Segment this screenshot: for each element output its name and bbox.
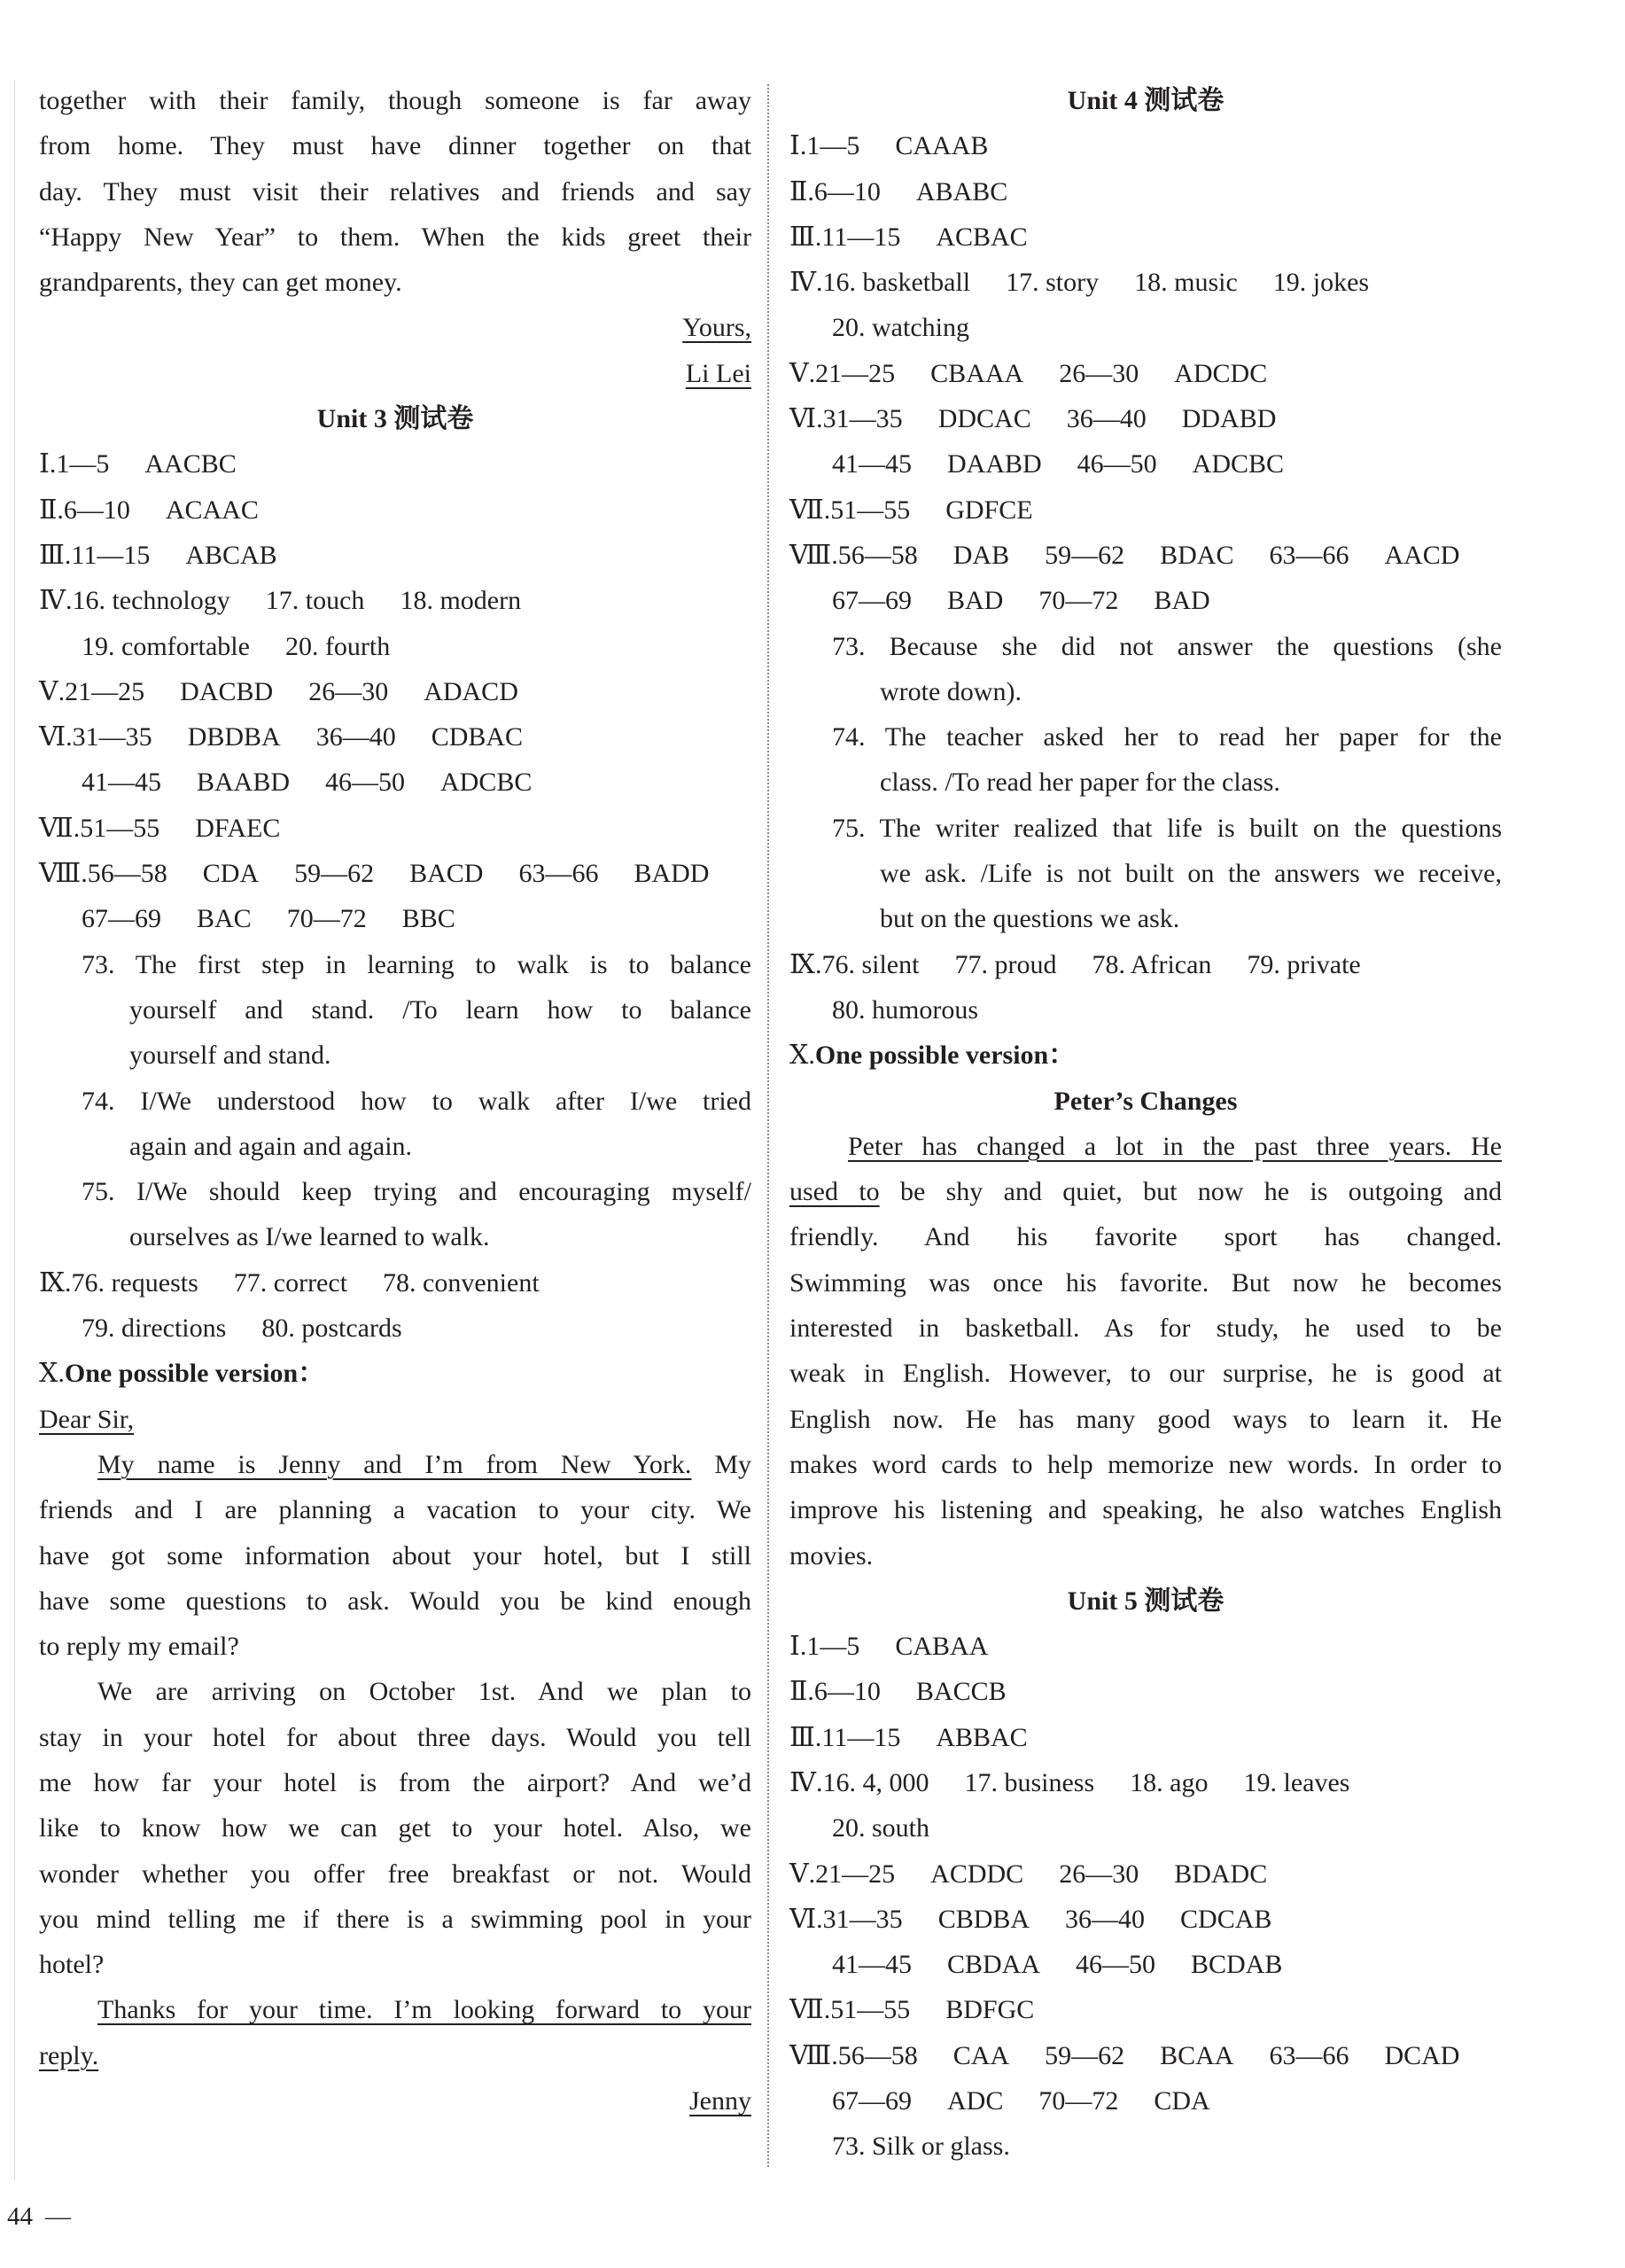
answer-value: ABABC <box>915 176 1008 207</box>
answer-label: 26—30 <box>308 676 389 706</box>
answer-73-line: 73. Silk or glass. <box>832 2132 1010 2162</box>
answer-label: 46—50 <box>325 768 406 798</box>
essay-line: weak in English. However, to our surprise, he is good at <box>789 1359 1502 1389</box>
answer-73-line: yourself and stand. /To learn how to balance <box>129 994 751 1025</box>
answer-label: 36—40 <box>1066 404 1147 434</box>
answer-item: 19. jokes <box>1272 268 1370 298</box>
answer-row-1 <box>789 123 1502 168</box>
answer-value: ACDDC <box>930 1859 1024 1889</box>
answer-value: BAD <box>1154 586 1210 616</box>
answer-item: Ⅳ.16. 4, 000 <box>789 1767 929 1797</box>
answer-label: Ⅵ.31—35 <box>789 404 903 434</box>
answer-value: BBC <box>401 904 455 934</box>
answer-item: 20. watching <box>832 313 969 343</box>
left-column <box>39 78 751 2124</box>
answer-value: ABCAB <box>185 540 277 570</box>
binding-line <box>14 80 15 2180</box>
answer-value: CDA <box>1154 2086 1210 2116</box>
essay-line <box>789 1124 1502 1169</box>
answer-label: Ⅷ.56—58 <box>789 2040 918 2070</box>
letter-line: wonder whether you offer free breakfast or not. Would <box>39 1859 751 1889</box>
answer-value: DDCAC <box>937 404 1031 434</box>
essay-line: Swimming was once his favorite. But now he becomes <box>789 1267 1502 1298</box>
essay-opening-phrase: used to <box>789 1177 880 1207</box>
essay-line: movies. <box>789 1540 874 1570</box>
letter-line: together with their family, though someone is far away <box>39 86 751 115</box>
essay-line: friendly. And his favorite sport has changed. <box>789 1222 1502 1252</box>
writing-label-text: One possible version： <box>814 1040 1076 1071</box>
answer-row-1 <box>789 1624 1502 1669</box>
answer-label: Ⅲ.11—15 <box>39 540 151 570</box>
answer-label: Ⅶ.51—55 <box>789 495 911 525</box>
writing-number: Ⅹ. <box>789 1040 815 1071</box>
answer-item: 17. story <box>1006 268 1100 298</box>
answer-value: DACBD <box>180 676 274 706</box>
answer-row-5 <box>789 351 1502 396</box>
letter-line <box>39 2033 751 2078</box>
answer-label: Ⅵ.31—35 <box>39 722 152 752</box>
answer-74-line: again and again and again. <box>129 1131 413 1161</box>
answer-label: 41—45 <box>82 768 161 798</box>
answer-item: 18. modern <box>400 586 522 616</box>
answer-item: 80. postcards <box>261 1313 402 1344</box>
answer-row-9 <box>789 942 1502 987</box>
answer-label: 67—69 <box>832 586 912 616</box>
answer-value: CDBAC <box>431 722 524 752</box>
answer-label: Ⅷ.56—58 <box>39 859 167 889</box>
answer-item: 79. private <box>1247 949 1361 979</box>
letter-line: stay in your hotel for about three days. Would you tell <box>39 1722 751 1752</box>
answer-row-2 <box>39 487 751 533</box>
answer-label: 26—30 <box>1059 358 1139 388</box>
answer-item: 78. African <box>1092 949 1212 979</box>
essay-text: be shy and quiet, but now he is outgoing and <box>899 1177 1503 1207</box>
answer-label: 46—50 <box>1076 1950 1156 1980</box>
answer-value: CDCAB <box>1180 1904 1272 1934</box>
answer-value: ADCBC <box>440 768 533 798</box>
answer-value: DBDBA <box>187 722 281 752</box>
answer-row-3 <box>789 1715 1502 1760</box>
answer-label: 41—45 <box>832 449 912 479</box>
answer-label: 36—40 <box>315 722 396 752</box>
page-number <box>7 2194 83 2240</box>
answer-row-9 <box>39 1260 751 1305</box>
answer-75-line: 75. The writer realized that life is built on the questions <box>832 813 1502 843</box>
answer-label: Ⅶ.51—55 <box>39 813 160 843</box>
answer-item: 19. comfortable <box>82 631 250 661</box>
answer-74-line: 74. I/We understood how to walk after I/we tried <box>82 1086 751 1116</box>
answer-value: CABAA <box>895 1632 989 1662</box>
essay-line: makes word cards to help memorize new words. In order to <box>789 1449 1502 1479</box>
answer-label: Ⅰ.1—5 <box>789 1632 860 1662</box>
answer-row-8-cont <box>789 578 1502 623</box>
answer-row-8 <box>789 533 1502 578</box>
letter-line: have got some information about your hotel, but I still <box>39 1540 751 1570</box>
answer-75-line: 75. I/We should keep trying and encouraging myself/ <box>82 1177 751 1207</box>
letter-line: to reply my email? <box>39 1632 239 1662</box>
answer-label: 59—62 <box>1045 540 1125 570</box>
letter-signature-line <box>39 2078 751 2124</box>
answer-label: Ⅱ.6—10 <box>789 1677 881 1707</box>
answer-label: 36—40 <box>1065 1904 1146 1934</box>
answer-label: 59—62 <box>1045 2040 1125 2070</box>
essay-opening-sentence: Peter has changed a lot in the past three years. He <box>848 1131 1502 1161</box>
answer-row-6-cont <box>789 441 1502 487</box>
writing-label-text: One possible version： <box>64 1359 325 1389</box>
answer-item: 77. correct <box>233 1267 348 1298</box>
answer-label: 63—66 <box>1269 540 1349 570</box>
answer-74-line: class. /To read her paper for the class. <box>880 768 1280 798</box>
answer-value: AACBC <box>144 449 237 479</box>
answer-value: BDADC <box>1174 1859 1268 1889</box>
answer-value: CBAAA <box>930 358 1024 388</box>
answer-row-4 <box>789 1760 1502 1805</box>
answer-label: Ⅵ.31—35 <box>789 1904 903 1934</box>
answer-value: BAABD <box>197 768 291 798</box>
answer-item: 79. directions <box>82 1313 227 1344</box>
answer-73-line: 73. The first step in learning to walk is to balance <box>82 949 751 979</box>
letter-line: “Happy New Year” to them. When the kids greet their <box>39 222 751 252</box>
answer-label: 26—30 <box>1059 1859 1139 1889</box>
answer-item: 17. business <box>964 1767 1095 1797</box>
answer-row-5 <box>39 669 751 714</box>
answer-row-8-cont <box>789 2078 1502 2124</box>
answer-value: BCAA <box>1160 2040 1234 2070</box>
answer-item: Ⅳ.16. technology <box>39 586 230 616</box>
answer-item: 77. proud <box>954 949 1057 979</box>
letter-text: My <box>714 1449 752 1479</box>
answer-label: Ⅰ.1—5 <box>789 131 860 161</box>
answer-label: 70—72 <box>1038 2086 1119 2116</box>
answer-value: BACD <box>409 859 484 889</box>
answer-73-line: 73. Because she did not answer the questions (she <box>832 631 1502 661</box>
answer-value: BACCB <box>915 1677 1007 1707</box>
answer-label: Ⅷ.56—58 <box>789 540 918 570</box>
answer-value: DAABD <box>947 449 1042 479</box>
answer-row-6-cont <box>789 1942 1502 1987</box>
answer-row-8-cont <box>39 896 751 941</box>
answer-value: CBDBA <box>937 1904 1030 1934</box>
answer-label: Ⅴ.21—25 <box>789 358 896 388</box>
answer-74-line: 74. The teacher asked her to read her paper for the <box>832 722 1502 752</box>
answer-item: Ⅸ.76. requests <box>39 1267 198 1298</box>
letter-signature-line <box>39 351 751 396</box>
answer-73-line: yourself and stand. <box>129 1040 331 1071</box>
answer-value: ADCDC <box>1174 358 1268 388</box>
answer-label: Ⅶ.51—55 <box>789 1995 911 2025</box>
letter-line: day. They must visit their relatives and friends and say <box>39 176 751 207</box>
answer-label: Ⅰ.1—5 <box>39 449 110 479</box>
answer-value: DAB <box>952 540 1010 570</box>
answer-value: CDA <box>202 859 260 889</box>
unit-3-title: Unit 3 测试卷 <box>316 404 474 434</box>
answer-row-2 <box>789 169 1502 214</box>
letter-closing: Yours, <box>682 313 751 343</box>
answer-row-4 <box>39 578 751 623</box>
page-number-dash: — <box>45 2202 71 2231</box>
answer-row-7 <box>789 487 1502 533</box>
answer-value: DFAEC <box>195 813 281 843</box>
answer-73-line: wrote down). <box>880 676 1022 706</box>
answer-item: 18. music <box>1134 268 1238 298</box>
letter-line: have some questions to ask. Would you be kind enough <box>39 1586 751 1616</box>
answer-value: GDFCE <box>945 495 1033 525</box>
answer-value: CAAAB <box>895 131 989 161</box>
answer-item: 78. convenient <box>383 1267 540 1298</box>
answer-row-7 <box>39 806 751 851</box>
answer-label: 63—66 <box>1269 2040 1349 2070</box>
letter-line: me how far your hotel is from the airport? And we’d <box>39 1767 751 1797</box>
answer-row-6 <box>39 714 751 760</box>
answer-item: 17. touch <box>265 586 365 616</box>
answer-label: 67—69 <box>832 2086 912 2116</box>
answer-label: 46—50 <box>1077 449 1157 479</box>
answer-label: Ⅲ.11—15 <box>789 222 901 252</box>
answer-value: DCAD <box>1384 2040 1460 2070</box>
answer-label: 63—66 <box>518 859 599 889</box>
letter-salutation-line <box>39 1397 751 1442</box>
answer-item: 19. leaves <box>1243 1767 1350 1797</box>
answer-label: 59—62 <box>294 859 375 889</box>
letter-line: hotel? <box>39 1950 105 1980</box>
answer-75-line: we ask. /Life is not built on the answers we receive, <box>880 859 1502 889</box>
answer-value: CBDAA <box>947 1950 1041 1980</box>
answer-value: BCDAB <box>1191 1950 1283 1980</box>
answer-value: AACD <box>1384 540 1460 570</box>
answer-row-8 <box>789 2033 1502 2078</box>
letter-line: from home. They must have dinner together on that <box>39 131 751 161</box>
essay-title: Peter’s Changes <box>1054 1086 1238 1116</box>
answer-value: CAA <box>952 2040 1010 2070</box>
essay-line: interested in basketball. As for study, he used to be <box>789 1313 1502 1344</box>
answer-row-1 <box>39 441 751 487</box>
unit-5-title: Unit 5 测试卷 <box>1067 1586 1225 1616</box>
answer-row-4 <box>789 260 1502 305</box>
essay-line: improve his listening and speaking, he also watches English <box>789 1495 1502 1525</box>
letter-salutation: Dear Sir, <box>39 1404 135 1434</box>
answer-value: ACBAC <box>936 222 1028 252</box>
letter-closing-line <box>39 305 751 350</box>
answer-value: BADD <box>634 859 710 889</box>
answer-75-line: ourselves as I/we learned to walk. <box>129 1222 490 1252</box>
answer-row-5 <box>789 1851 1502 1897</box>
letter-signature: Jenny <box>689 2086 751 2116</box>
letter-line <box>39 1442 751 1487</box>
answer-row-8 <box>39 851 751 896</box>
answer-row-3 <box>789 214 1502 260</box>
answer-value: ADACD <box>424 676 518 706</box>
answer-value: BAD <box>947 586 1004 616</box>
answer-item: 80. humorous <box>832 994 978 1025</box>
answer-row-6 <box>789 396 1502 441</box>
letter-line <box>39 1987 751 2032</box>
answer-item: 20. south <box>832 1813 930 1843</box>
writing-number: Ⅹ. <box>39 1359 65 1389</box>
answer-value: ADCBC <box>1192 449 1285 479</box>
answer-value: BAC <box>197 904 252 934</box>
answer-75-line: but on the questions we ask. <box>880 904 1180 934</box>
essay-line: English now. He has many good ways to learn it. He <box>789 1404 1502 1434</box>
answer-row-6-cont <box>39 760 751 805</box>
letter-opening-sentence: My name is Jenny and I’m from New York. <box>97 1449 692 1479</box>
answer-row-9-cont <box>39 1305 751 1351</box>
answer-row-3 <box>39 533 751 578</box>
letter-line: friends and I are planning a vacation to your city. We <box>39 1495 751 1525</box>
answer-row-4-cont <box>789 1805 1502 1851</box>
answer-value: ACAAC <box>165 495 259 525</box>
letter-closing-sentence: Thanks for your time. I’m looking forward to your <box>97 1995 751 2025</box>
answer-label: Ⅱ.6—10 <box>39 495 130 525</box>
answer-label: 70—72 <box>286 904 367 934</box>
answer-label: Ⅴ.21—25 <box>789 1859 896 1889</box>
letter-closing-sentence: reply. <box>39 2040 99 2070</box>
answer-value: ABBAC <box>936 1722 1028 1752</box>
answer-row-9-cont <box>789 987 1502 1033</box>
letter-line: We are arriving on October 1st. And we plan to <box>97 1677 751 1707</box>
answer-row-4-cont <box>39 624 751 669</box>
answer-item: 20. fourth <box>284 631 391 661</box>
answer-label: Ⅲ.11—15 <box>789 1722 901 1752</box>
letter-signature: Li Lei <box>685 358 751 388</box>
answer-item: Ⅳ.16. basketball <box>789 268 971 298</box>
letter-line: grandparents, they can get money. <box>39 268 402 298</box>
answer-label: Ⅱ.6—10 <box>789 176 881 207</box>
answer-label: 41—45 <box>832 1950 912 1980</box>
answer-label: Ⅴ.21—25 <box>39 676 145 706</box>
writing-label <box>39 1351 751 1396</box>
answer-value: BDAC <box>1160 540 1234 570</box>
answer-item: 18. ago <box>1130 1767 1209 1797</box>
page-number-value: 44 <box>7 2202 33 2231</box>
answer-value: DDABD <box>1181 404 1277 434</box>
answer-label: 70—72 <box>1038 586 1119 616</box>
answer-value: BDFGC <box>945 1995 1035 2025</box>
answer-row-7 <box>789 1987 1502 2032</box>
answer-item: Ⅸ.76. silent <box>789 949 920 979</box>
answer-value: ADC <box>947 2086 1004 2116</box>
letter-line: like to know how we can get to your hotel. Also, we <box>39 1813 751 1843</box>
answer-row-4-cont <box>789 305 1502 350</box>
right-column <box>789 78 1502 2170</box>
letter-line: you mind telling me if there is a swimming pool in your <box>39 1904 751 1934</box>
writing-label <box>789 1033 1502 1078</box>
unit-4-title: Unit 4 测试卷 <box>1067 86 1225 115</box>
column-divider <box>767 84 769 2167</box>
essay-line <box>789 1169 1502 1214</box>
answer-label: 67—69 <box>82 904 161 934</box>
answer-row-2 <box>789 1669 1502 1714</box>
answer-row-6 <box>789 1897 1502 1942</box>
